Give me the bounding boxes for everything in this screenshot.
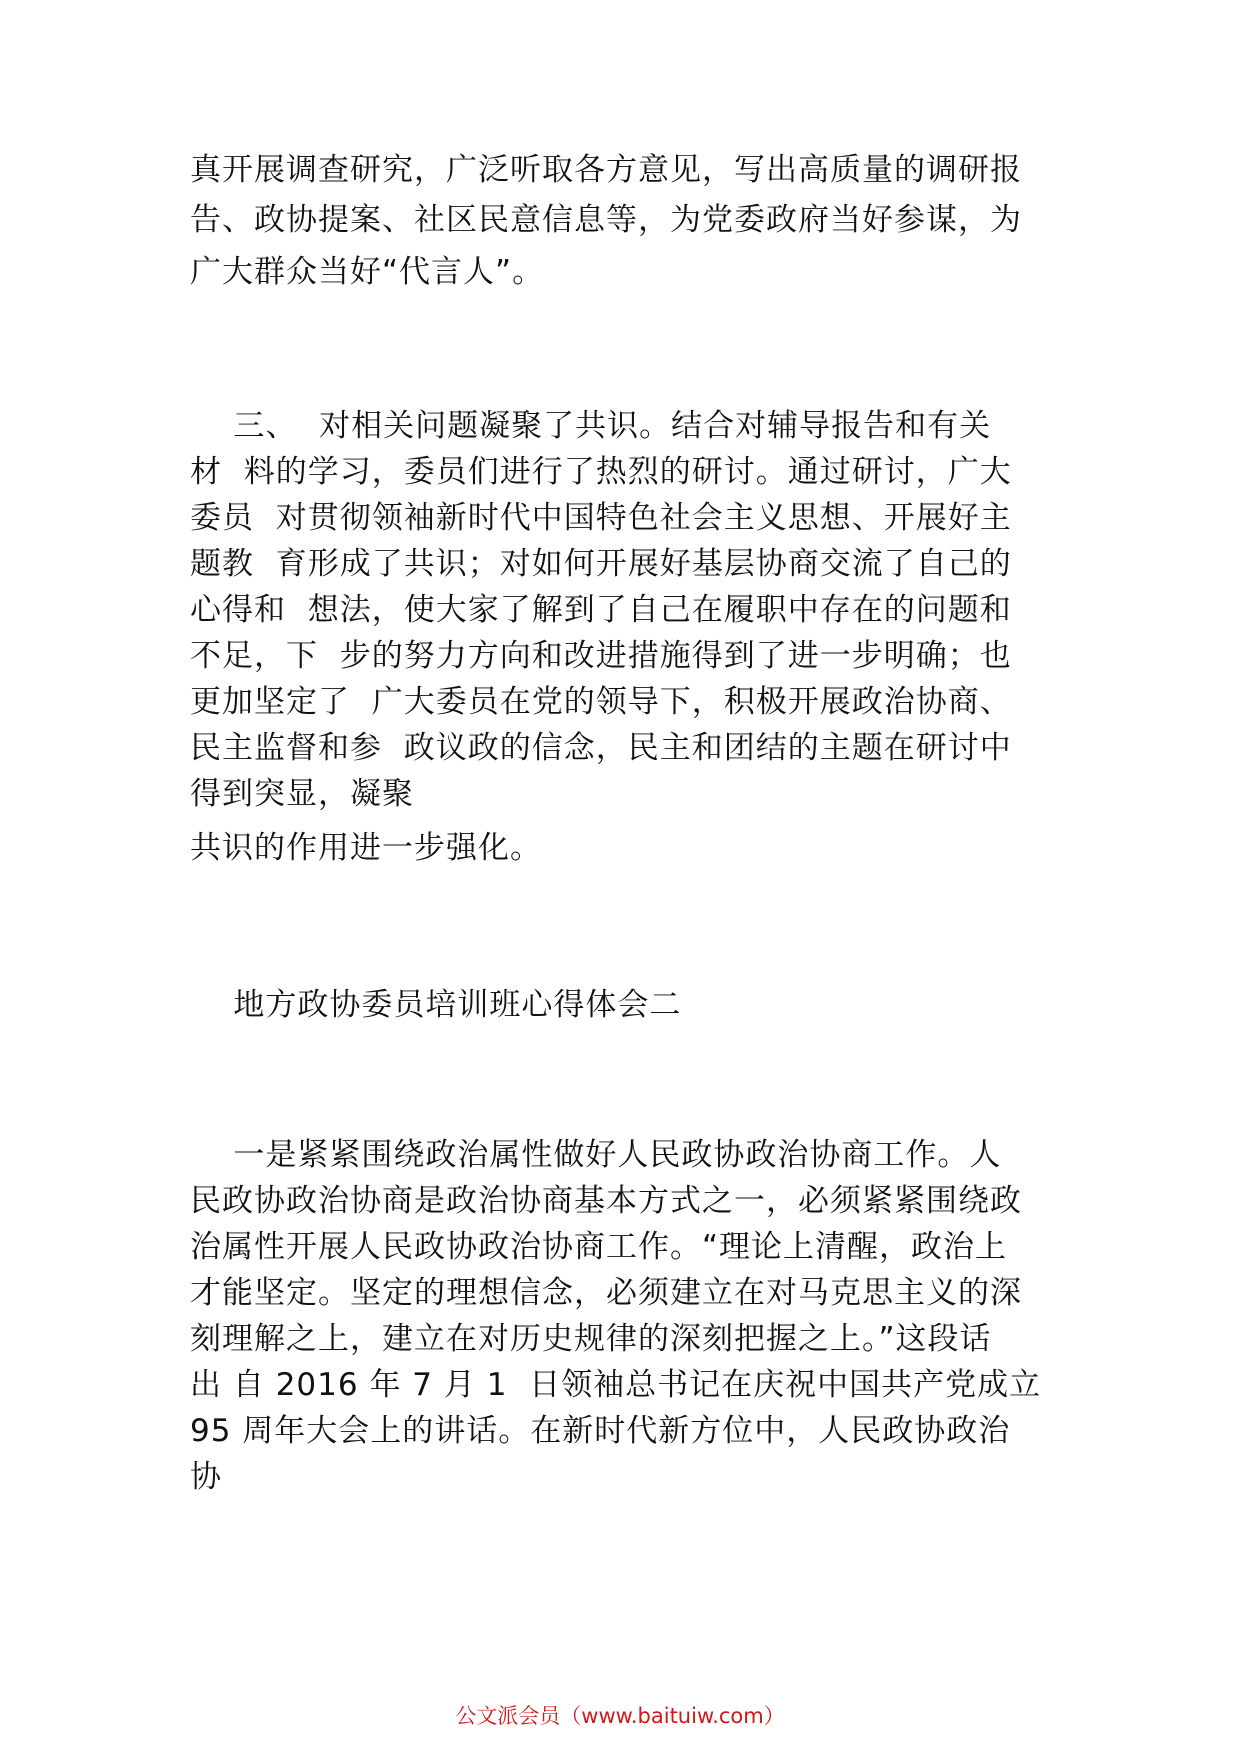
- text-line: 治属性开展人民政协政治协商工作。“理论上清醒，政治上: [190, 1229, 1008, 1265]
- text-line: 委员 对贯彻领袖新时代中国特色社会主义思想、开展好主: [190, 500, 1012, 536]
- text-line: 三、 对相关问题凝聚了共识。结合对辅导报告和有关: [190, 408, 992, 444]
- text-line: 出 自 2016 年 7 月 1 日领袖总书记在庆祝中国共产党成立: [190, 1367, 1042, 1403]
- text-line: 告、政协提案、社区民意信息等，为党委政府当好参谋，为: [190, 202, 1022, 238]
- text-line: 不足，下 步的努力方向和改进措施得到了进一步明确；也: [190, 638, 1012, 674]
- footer-watermark-link[interactable]: 公文派会员（www.baituiw.com）: [455, 1704, 785, 1728]
- text-line: 民主监督和参 政议政的信念，民主和团结的主题在研讨中: [190, 730, 1012, 766]
- text-line: 共识的作用进一步强化。: [190, 830, 542, 866]
- section-heading: 地方政协委员培训班心得体会二: [190, 987, 682, 1023]
- text-line: 得到突显，凝聚: [190, 776, 414, 812]
- text-line: 协: [190, 1459, 222, 1495]
- text-line: 民政协政治协商是政治协商基本方式之一，必须紧紧围绕政: [190, 1183, 1022, 1219]
- text-line: 题教 育形成了共识；对如何开展好基层协商交流了自己的: [190, 546, 1012, 582]
- text-line: 更加坚定了 广大委员在党的领导下，积极开展政治协商、: [190, 684, 1012, 720]
- text-line: 才能坚定。坚定的理想信念，必须建立在对马克思主义的深: [190, 1275, 1022, 1311]
- text-line: 广大群众当好“代言人”。: [190, 254, 545, 290]
- text-line: 一是紧紧围绕政治属性做好人民政协政治协商工作。人: [190, 1137, 1002, 1173]
- text-line: 95 周年大会上的讲话。在新时代新方位中，人民政协政治: [190, 1413, 1011, 1449]
- text-line: 真开展调查研究，广泛听取各方意见，写出高质量的调研报: [190, 152, 1022, 188]
- text-line: 心得和 想法，使大家了解到了自己在履职中存在的问题和: [190, 592, 1012, 628]
- text-line: 刻理解之上，建立在对历史规律的深刻把握之上。”这段话: [190, 1321, 992, 1357]
- text-line: 材 料的学习，委员们进行了热烈的研讨。通过研讨，广大: [190, 454, 1012, 490]
